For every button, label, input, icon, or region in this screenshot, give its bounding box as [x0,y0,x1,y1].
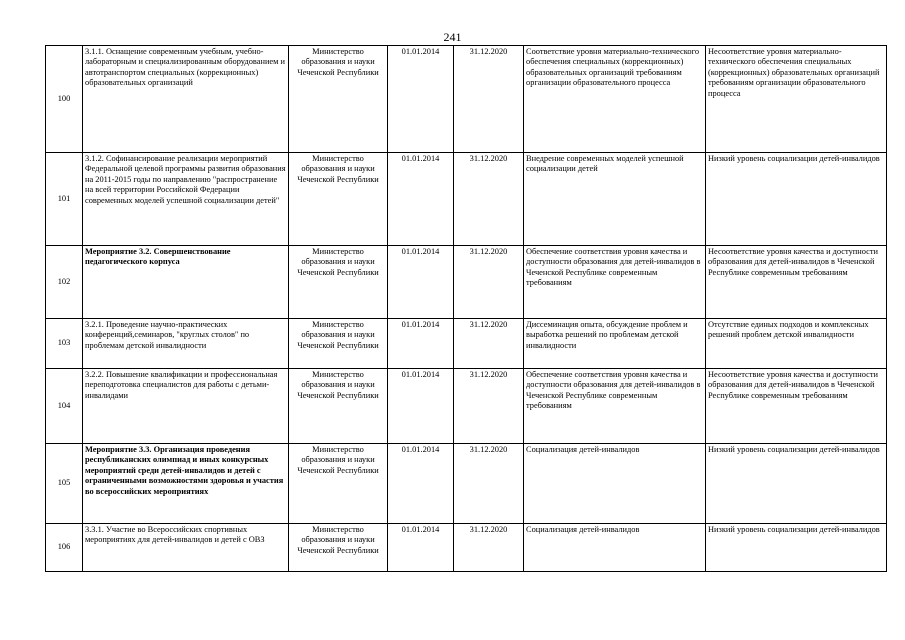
expected-result-cell: Социализация детей-инвалидов [524,444,706,524]
consequence-cell: Несоответствие уровня качества и доступности образования для детей-инвалидов в Чеченской Республике современным требованиям [706,369,887,444]
consequence-cell: Несоответствие уровня качества и доступности образования для детей-инвалидов в Чеченской Республике современным требованиям [706,246,887,319]
end-date-cell: 31.12.2020 [454,46,524,153]
consequence-cell: Низкий уровень социализации детей-инвалидов [706,153,887,246]
action-cell: 3.2.1. Проведение научно-практических конференций,семинаров, "круглых столов" по проблемам детской инвалидности [83,319,289,369]
executor-cell: Министерство образования и науки Чеченской Республики [289,444,388,524]
start-date-cell: 01.01.2014 [388,246,454,319]
executor-cell: Министерство образования и науки Чеченской Республики [289,369,388,444]
program-table [45,45,887,572]
start-date-cell: 01.01.2014 [388,46,454,153]
executor-cell: Министерство образования и науки Чеченской Республики [289,319,388,369]
action-cell: 3.2.2. Повышение квалификации и профессиональная переподготовка специалистов для работы с детьми-инвалидами [83,369,289,444]
table-row [46,246,887,319]
row-number: 106 [46,524,83,572]
row-number: 103 [46,319,83,369]
expected-result-cell: Обеспечение соответствия уровня качества и доступности образования для детей-инвалидов в Чеченской Республике современным требованиям [524,246,706,319]
expected-result-cell: Обеспечение соответствия уровня качества и доступности образования для детей-инвалидов в Чеченской Республике современным требованиям [524,369,706,444]
start-date-cell: 01.01.2014 [388,153,454,246]
end-date-cell: 31.12.2020 [454,369,524,444]
table-row [46,524,887,572]
expected-result-cell: Диссеминация опыта, обсуждение проблем и выработка решений по проблемам детской инвалидности [524,319,706,369]
start-date-cell: 01.01.2014 [388,319,454,369]
expected-result-cell: Социализация детей-инвалидов [524,524,706,572]
end-date-cell: 31.12.2020 [454,153,524,246]
start-date-cell: 01.01.2014 [388,369,454,444]
table-row [46,153,887,246]
consequence-cell: Несоответствие уровня материально-технического обеспечения специальных (коррекционных) образовательных организаций требованиям организации образовательного процесса [706,46,887,153]
executor-cell: Министерство образования и науки Чеченской Республики [289,153,388,246]
end-date-cell: 31.12.2020 [454,319,524,369]
action-cell: 3.3.1. Участие во Всероссийских спортивных мероприятиях для детей-инвалидов и детей с ОВЗ [83,524,289,572]
table-row [46,444,887,524]
start-date-cell: 01.01.2014 [388,444,454,524]
action-cell: Мероприятие 3.3. Организация проведения республиканских олимпиад и иных конкурсных мероприятий среди детей-инвалидов и детей с ограниченными возможностями здоровья и участия во всероссийских мероприятиях [83,444,289,524]
end-date-cell: 31.12.2020 [454,444,524,524]
row-number: 104 [46,369,83,444]
expected-result-cell: Соответствие уровня материально-технического обеспечения специальных (коррекционных) образовательных организаций требованиям организации образовательного процесса [524,46,706,153]
executor-cell: Министерство образования и науки Чеченской Республики [289,524,388,572]
action-cell: 3.1.2. Софинансирование реализации мероприятий Федеральной целевой программы развития образования на 2011-2015 годы по направлению "распространение на всей территории Российской Федерации современных моделей успешной социализации детей" [83,153,289,246]
end-date-cell: 31.12.2020 [454,246,524,319]
expected-result-cell: Внедрение современных моделей успешной социализации детей [524,153,706,246]
executor-cell: Министерство образования и науки Чеченской Республики [289,46,388,153]
page-number: 241 [443,30,462,44]
action-cell: 3.1.1. Оснащение современным учебным, учебно-лабораторным и специализированным оборудованием и автотранспортом специальных (коррекционных) образовательных организаций [83,46,289,153]
consequence-cell: Низкий уровень социализации детей-инвалидов [706,524,887,572]
table-row [46,46,887,153]
row-number: 100 [46,46,83,153]
table-row [46,369,887,444]
end-date-cell: 31.12.2020 [454,524,524,572]
consequence-cell: Низкий уровень социализации детей-инвалидов [706,444,887,524]
row-number: 102 [46,246,83,319]
start-date-cell: 01.01.2014 [388,524,454,572]
executor-cell: Министерство образования и науки Чеченской Республики [289,246,388,319]
row-number: 105 [46,444,83,524]
consequence-cell: Отсутствие единых подходов и комплексных решений проблем детской инвалидности [706,319,887,369]
row-number: 101 [46,153,83,246]
action-cell: Мероприятие 3.2. Совершенствование педагогического корпуса [83,246,289,319]
table-row [46,319,887,369]
